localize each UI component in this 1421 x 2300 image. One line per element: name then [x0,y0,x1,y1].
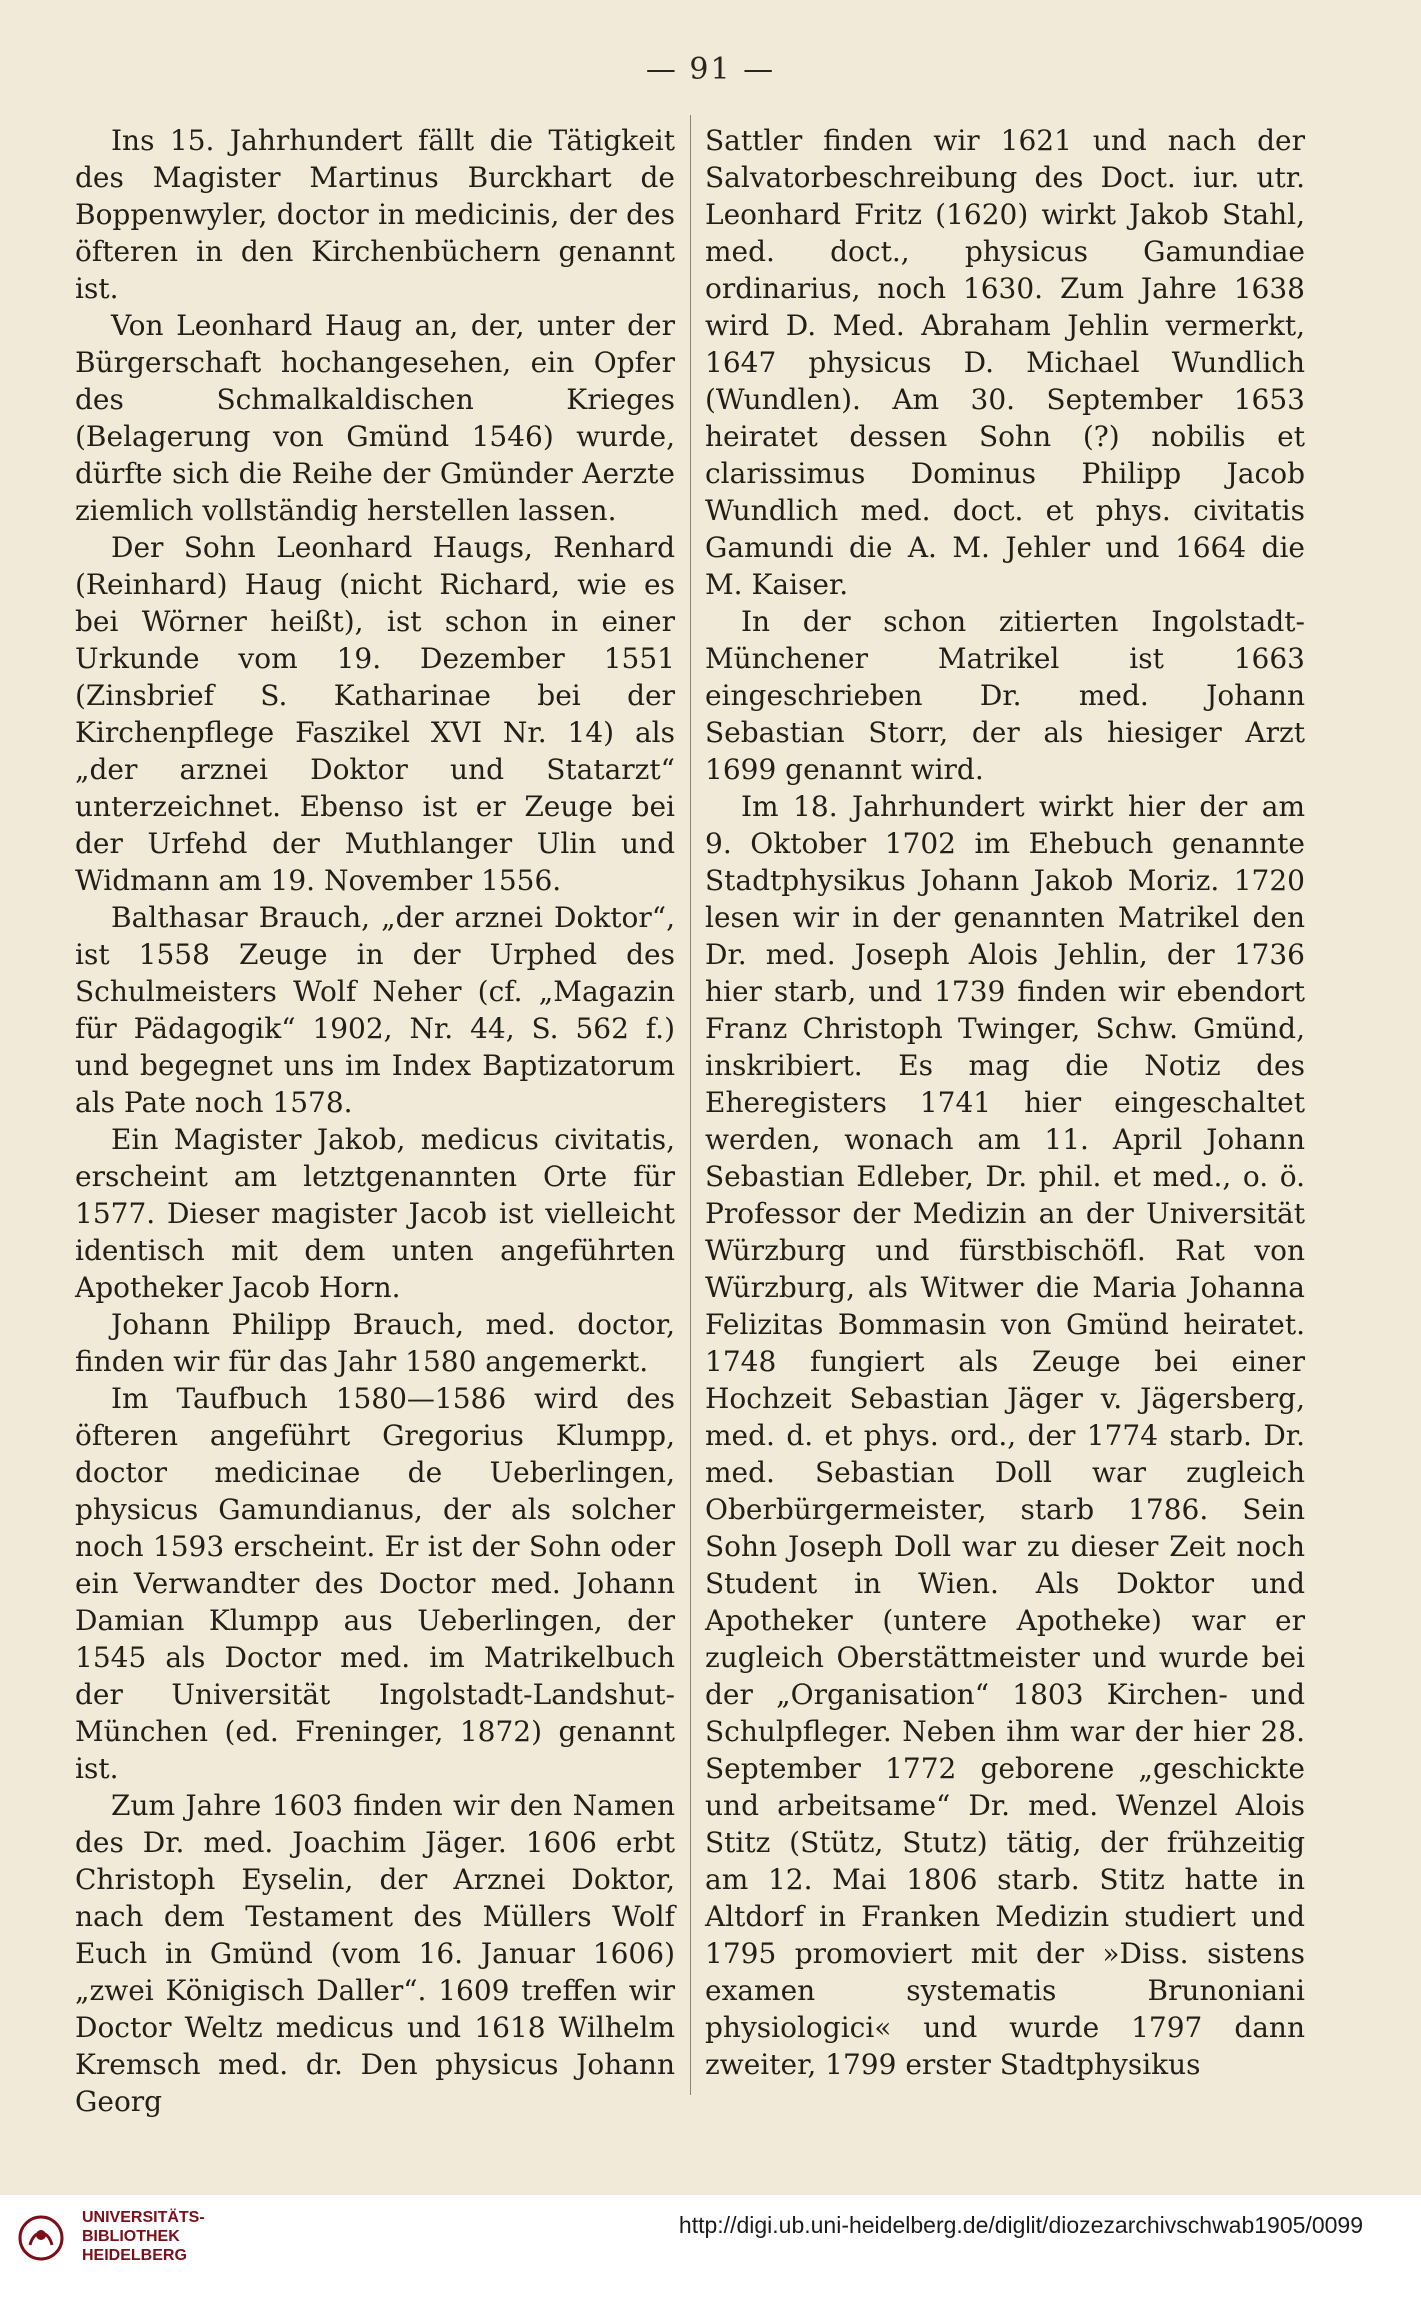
paragraph: Ins 15. Jahrhundert fällt die Tätigkeit des Magister Martinus Burckhart de Boppenwyler, doctor in medicinis, der des öfteren in den Kirchenbüchern genannt ist. [75,124,675,305]
paragraph: Balthasar Brauch, „der arznei Doktor“, ist 1558 Zeuge in der Urphed des Schulmeisters Wolf Neher (cf. „Magazin für Pädagogik“ 1902, Nr. 44, S. 562 f.) und begegnet uns im Index Baptizatorum als Pate noch 1578. [75,901,675,1119]
right-column [705,122,1305,2083]
column-divider [690,115,691,2095]
left-column [75,122,675,2120]
page-number: — 91 — [645,52,776,87]
paragraph: Johann Philipp Brauch, med. doctor, finden wir für das Jahr 1580 angemerkt. [75,1308,675,1378]
paragraph: Der Sohn Leonhard Haugs, Renhard (Reinhard) Haug (nicht Richard, wie es bei Wörner heißt), ist schon in einer Urkunde vom 19. Dezember 1551 (Zinsbrief S. Katharinae bei der Kirchenpflege Faszikel XVI Nr. 14) als „der arznei Doktor und Statarzt“ unterzeichnet. Ebenso ist er Zeuge bei der Urfehd der Muthlanger Ulin und Widmann am 19. November 1556. [75,531,675,897]
footer-bar [0,2195,1421,2300]
library-name-line: BIBLIOTHEK [82,2228,180,2245]
library-name-line: HEIDELBERG [82,2247,187,2264]
paragraph: Von Leonhard Haug an, der, unter der Bürgerschaft hochangesehen, ein Opfer des Schmalkaldischen Krieges (Belagerung von Gmünd 1546) wurde, dürfte sich die Reihe der Gmünder Aerzte ziemlich vollständig herstellen lassen. [75,309,675,527]
paragraph: In der schon zitierten Ingolstadt-Münchener Matrikel ist 1663 eingeschrieben Dr. med. Johann Sebastian Storr, der als hiesiger Arzt 1699 genannt wird. [705,605,1305,786]
paragraph: Ein Magister Jakob, medicus civitatis, erscheint am letztgenannten Orte für 1577. Dieser magister Jacob ist vielleicht identisch mit dem unten angeführten Apotheker Jacob Horn. [75,1123,675,1304]
library-name-line: UNIVERSITÄTS- [82,2209,205,2226]
paragraph: Zum Jahre 1603 finden wir den Namen des Dr. med. Joachim Jäger. 1606 erbt Christoph Eyselin, der Arznei Doktor, nach dem Testament des Müllers Wolf Euch in Gmünd (vom 16. Januar 1606) „zwei Königisch Daller“. 1609 treffen wir Doctor Weltz medicus und 1618 Wilhelm Kremsch med. dr. Den physicus Johann Georg [75,1789,675,2118]
paragraph: Im 18. Jahrhundert wirkt hier der am 9. Oktober 1702 im Ehebuch genannte Stadtphysikus Johann Jakob Moriz. 1720 lesen wir in der genannten Matrikel den Dr. med. Joseph Alois Jehlin, der 1736 hier starb, und 1739 finden wir ebendort Franz Christoph Twinger, Schw. Gmünd, inskribiert. Es mag die Notiz des Eheregisters 1741 hier eingeschaltet werden, wonach am 11. April Johann Sebastian Edleber, Dr. phil. et med., o. ö. Professor der Medizin an der Universität Würzburg und fürstbischöfl. Rat von Würzburg, als Witwer die Maria Johanna Felizitas Bommasin von Gmünd heiratet. 1748 fungiert als Zeuge bei einer Hochzeit Sebastian Jäger v. Jägersberg, med. d. et phys. ord., der 1774 starb. Dr. med. Sebastian Doll war zugleich Oberbürgermeister, starb 1786. Sein Sohn Joseph Doll war zu dieser Zeit noch Student in Wien. Als Doktor und Apotheker (untere Apotheke) war er zugleich Oberstättmeister und wurde bei der „Organisation“ 1803 Kirchen- und Schulpfleger. Neben ihm war der hier 28. September 1772 geborene „geschickte und arbeitsame“ Dr. med. Wenzel Alois Stitz (Stütz, Stutz) tätig, der frühzeitig am 12. Mai 1806 starb. Stitz hatte in Altdorf in Franken Medizin studiert und 1795 promoviert mit der »Diss. sistens examen systematis Brunoniani physiologici« und wurde 1797 dann zweiter, 1799 erster Stadtphysikus [705,790,1305,2081]
paragraph: Sattler finden wir 1621 und nach der Salvatorbeschreibung des Doct. iur. utr. Leonhard Fritz (1620) wirkt Jakob Stahl, med. doct., physicus Gamundiae ordinarius, noch 1630. Zum Jahre 1638 wird D. Med. Abraham Jehlin vermerkt, 1647 physicus D. Michael Wundlich (Wundlen). Am 30. September 1653 heiratet dessen Sohn (?) nobilis et clarissimus Dominus Philipp Jacob Wundlich med. doct. et phys. civitatis Gamundi die A. M. Jehler und 1664 die M. Kaiser. [705,124,1305,601]
library-name [82,2208,205,2265]
source-url-link[interactable]: http://digi.ub.uni-heidelberg.de/diglit/diozezarchivschwab1905/0099 [678,2212,1363,2238]
university-library-logo-icon [18,2215,64,2261]
paragraph: Im Taufbuch 1580—1586 wird des öfteren angeführt Gregorius Klumpp, doctor medicinae de Ueberlingen, physicus Gamundianus, der als solcher noch 1593 erscheint. Er ist der Sohn oder ein Verwandter des Doctor med. Johann Damian Klumpp aus Ueberlingen, der 1545 als Doctor med. im Matrikelbuch der Universität Ingolstadt-Landshut-München (ed. Freninger, 1872) genannt ist. [75,1382,675,1785]
